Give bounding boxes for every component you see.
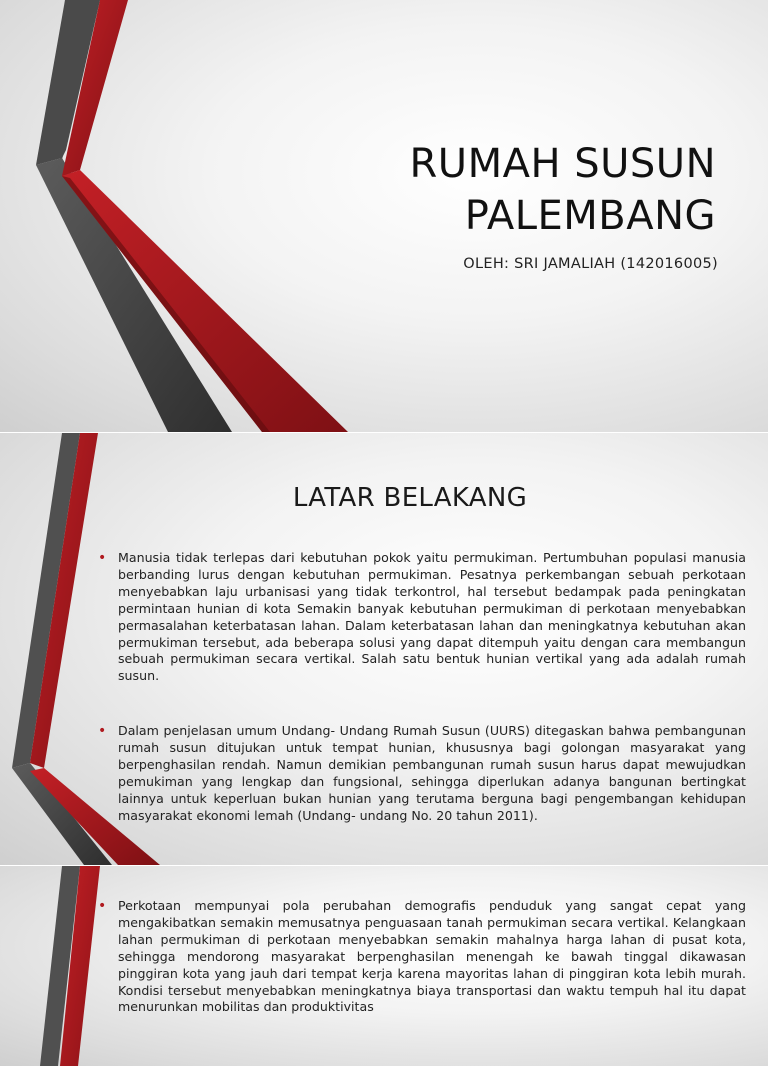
- slide-heading: LATAR BELAKANG: [292, 483, 528, 513]
- slide-continued[interactable]: [0, 866, 768, 1066]
- presentation-subtitle: OLEH: SRI JAMALIAH (142016005): [463, 256, 718, 272]
- presentation-title: [196, 138, 716, 242]
- bullet-marker: •: [98, 723, 107, 739]
- paragraph-1: Manusia tidak terlepas dari kebutuhan pokok yaitu permukiman. Pertumbuhan populasi manusia berbanding lurus dengan kebutuhan permukiman. Pesatnya perkembangan sebuah perkotaan menyebabkan laju urbanisasi yang tidak terkontrol, hal tersebut bedampak pada peningkatan permintaan hunian di kota Semakin banyak kebutuhan permukiman di perkotaan menyebabkan permasalahan keterbatasan lahan. Dalam keterbatasan lahan dan meningkatnya kebutuhan akan permukiman tersebut, ada beberapa solusi yang dapat ditempuh yaitu dengan cara membangun sebuah permukiman secara vertikal. Salah satu bentuk hunian vertikal yang ada adalah rumah susun.: [118, 550, 746, 684]
- title-line-2: PALEMBANG: [464, 193, 716, 239]
- paragraph-3: Perkotaan mempunyai pola perubahan demografis penduduk yang sangat cepat yang mengakibatkan semakin memusatnya penguasaan tanah permukiman secara vertikal. Kelangkaan lahan permukiman di perkotaan menyebabkan semakin mahalnya harga lahan di pusat kota, sehingga mendorong masyarakat berpenghasilan menengah ke bawah tinggal dikawasan pinggiran kota yang jauh dari tempat kerja karena mayoritas lahan di pinggiran kota lebih murah. Kondisi tersebut menyebabkan meningkatnya biaya transportasi dan waktu tempuh hal itu dapat menurunkan mobilitas dan produktivitas: [118, 898, 746, 1015]
- title-line-1: RUMAH SUSUN: [409, 141, 716, 187]
- bullet-marker: •: [98, 898, 107, 914]
- bullet-marker: •: [98, 550, 107, 566]
- slide-title[interactable]: [0, 0, 768, 432]
- slide-latar-belakang[interactable]: [0, 433, 768, 865]
- paragraph-2: Dalam penjelasan umum Undang- Undang Rumah Susun (UURS) ditegaskan bahwa pembangunan rumah susun ditujukan untuk tempat hunian, khususnya bagi golongan masyarakat yang berpenghasilan rendah. Namun demikian pembangunan rumah susun harus dapat mewujudkan pemukiman yang lengkap dan fungsional, sehingga diperlukan adanya bangunan bertingkat lainnya untuk keperluan bukan hunian yang terutama berguna bagi pengembangan kehidupan masyarakat ekonomi lemah (Undang- undang No. 20 tahun 2011).: [118, 723, 746, 823]
